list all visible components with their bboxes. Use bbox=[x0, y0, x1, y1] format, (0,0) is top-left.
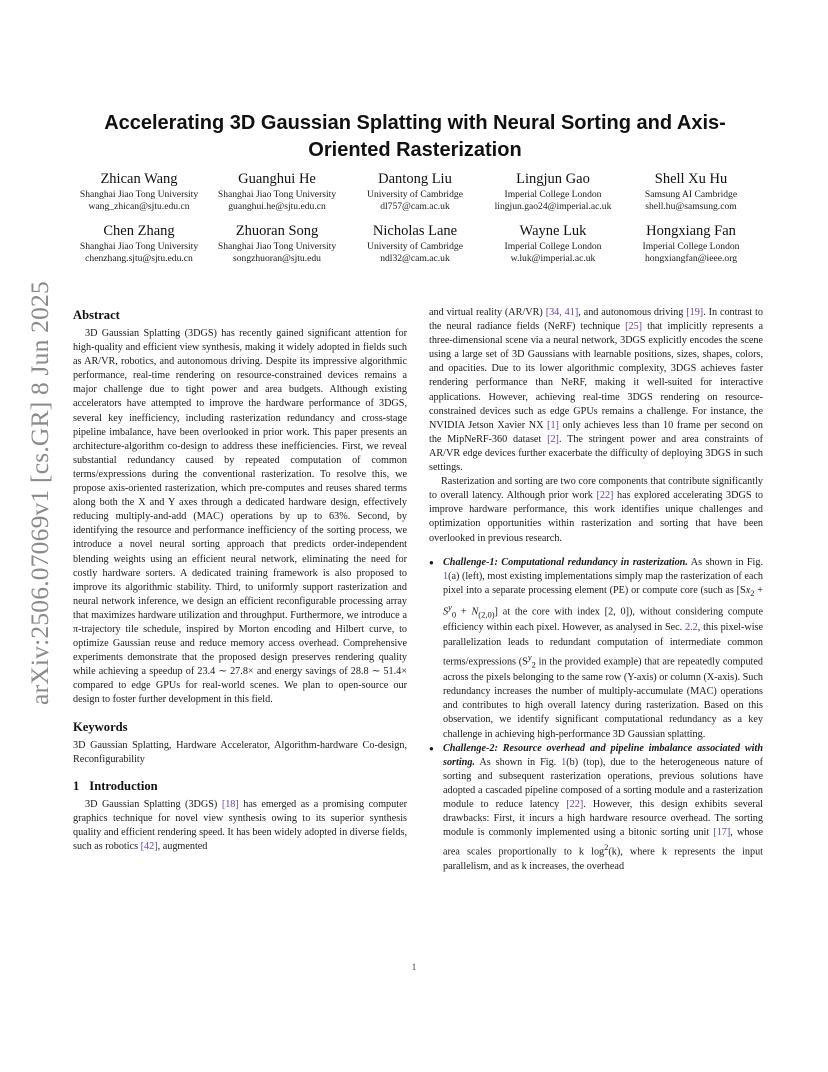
author-row-2 bbox=[70, 222, 760, 266]
author bbox=[622, 222, 760, 266]
author-name: Lingjun Gao bbox=[516, 171, 590, 187]
citation-link[interactable]: [18] bbox=[221, 798, 239, 810]
author bbox=[70, 222, 208, 266]
author-affiliation: Shanghai Jiao Tong University bbox=[79, 189, 199, 200]
author-email: w.luk@imperial.ac.uk bbox=[510, 253, 596, 265]
author-affiliation: Shanghai Jiao Tong University bbox=[217, 240, 337, 252]
intro-paragraph-cont: and virtual reality (AR/VR) [34, 41], and autonomous driving [19]. In contrast to the neural radiance fields (NeRF) technique [25] that implicitly represents a three-dimensional scene via a neural network, 3DGS explicitly encodes the scene using a large set of 3D Gaussians with learnable positions, sizes, shapes, colors, and opacities. Due to its lower algorithmic complexity, 3DGS achieves faster rendering performance than NeRF, making it well-suited for interactive applications. However, achieving real-time 3DGS rendering on resource-constrained devices such as edge GPUs remains a challenge. For instance, the NVIDIA Jetson Xavier NX [1] only achieves less than 10 frame per second on the MipNeRF-360 dataset [2]. The stringent power and area constraints of AR/VR edge devices further exacerbate the difficulty of deploying 3DGS in such settings. bbox=[429, 307, 763, 474]
section-number: 1 bbox=[73, 778, 80, 793]
author-email: ndl32@cam.ac.uk bbox=[380, 253, 450, 265]
figure-link[interactable]: 1 bbox=[443, 570, 449, 582]
figure-link[interactable]: 1 bbox=[561, 756, 567, 768]
author-email: hongxiangfan@ieee.org bbox=[644, 253, 738, 265]
author-email: dl757@cam.ac.uk bbox=[380, 201, 450, 213]
author-name: Nicholas Lane bbox=[372, 222, 458, 239]
arxiv-identifier bbox=[18, 281, 62, 705]
author-affiliation: Imperial College London bbox=[504, 189, 602, 200]
author-name: Shell Xu Hu bbox=[654, 171, 728, 187]
section-link[interactable]: 2.2 bbox=[685, 622, 698, 634]
author-email: wang_zhican@sjtu.edu.cn bbox=[88, 201, 190, 213]
author-affiliation: Imperial College London bbox=[642, 240, 740, 252]
citation-link[interactable]: [25] bbox=[625, 321, 643, 333]
author-affiliation: Imperial College London bbox=[504, 240, 602, 252]
introduction-heading bbox=[73, 777, 407, 795]
page-number: 1 bbox=[411, 962, 417, 972]
author-name: Guanghui He bbox=[238, 171, 316, 187]
intro-paragraph-2: Rasterization and sorting are two core components that contribute significantly to overall latency. Although prior work [22] has explored accelerating 3DGS to improve hardware performance, this work identifies unique challenges and optimization opportunities within rasterization and sorting that have been overlooked in previous research. bbox=[429, 476, 763, 544]
author-email: songzhuoran@sjtu.edu bbox=[233, 253, 321, 265]
author-name: Chen Zhang bbox=[103, 222, 175, 239]
author-name: Hongxiang Fan bbox=[646, 222, 736, 239]
challenge-1-lead: Challenge-1: Computational redundancy in rasterization. bbox=[443, 556, 688, 568]
citation-link[interactable]: [42] bbox=[140, 841, 158, 852]
author bbox=[346, 170, 484, 214]
challenge-2-lead: Challenge-2: Resource overhead and pipeline imbalance associated with sorting. bbox=[443, 742, 763, 768]
intro-paragraph: 3D Gaussian Splatting (3DGS) [18] has emerged as a promising computer graphics technique for novel view synthesis owing to its superior synthesis quality and efficient rendering speed. It has been widely adopted in diverse fields, such as robotics [42], augmented bbox=[73, 798, 407, 852]
paper-title: Accelerating 3D Gaussian Splatting with Neural Sorting and Axis-Oriented Rasterization bbox=[104, 112, 726, 161]
author-affiliation: University of Cambridge bbox=[367, 189, 463, 200]
author-name: Dantong Liu bbox=[378, 171, 452, 187]
section-title: Introduction bbox=[89, 778, 158, 793]
citation-link[interactable]: [22] bbox=[566, 798, 584, 810]
citation-link[interactable]: [17] bbox=[713, 827, 731, 839]
author bbox=[484, 222, 622, 266]
author-email: chenzhang.sjtu@sjtu.edu.cn bbox=[85, 253, 193, 265]
challenge-1-item: ● Challenge-1: Computational redundancy in rasterization. As shown in Fig. 1(a) (left), most existing implementations simply map the rasterization of each pixel into a separate processing element (PE) or compute core (such as $[Sx_2 + S^y_0 + N_{(2,0)}]$ at the core with index [2, 0]), without considering compute efficiency within each pixel. However, as analysed in Sec. 2.2, this pixel-wise parallelization leads to redundant computation of intermediate common terms/expressions ($S^y_2$ in the provided example) that are repeatedly computed across the pixels belonging to the same row (Y-axis) or column (X-axis). Such redundancy increases the number of multiply-accumulate (MAC) operations and contributes to high overall latency during rasterization. Based on this observation, we identify significant computational redundancy as a key challenge in achieving high-performance 3D Gaussian splatting. bbox=[429, 556, 763, 742]
left-column bbox=[73, 306, 407, 854]
author-email: lingjun.gao24@imperial.ac.uk bbox=[494, 201, 612, 213]
abstract-heading: Abstract bbox=[73, 308, 120, 322]
author-affiliation: Shanghai Jiao Tong University bbox=[79, 240, 199, 252]
right-column bbox=[429, 306, 763, 874]
author-name: Zhican Wang bbox=[100, 171, 178, 187]
author-email: shell.hu@samsung.com bbox=[645, 201, 737, 213]
challenge-2-item: ● Challenge-2: Resource overhead and pipeline imbalance associated with sorting. As shown in Fig. 1(b) (top), due to the heterogeneous nature of sorting and subsequent rasterization operations, previous solutions have adopted a cascaded pipeline composed of a sorting module and a rasterization module to reduce latency [22]. However, this design exhibits several drawbacks: First, it incurs a high hardware resource overhead. The sorting module is commonly implemented using a bitonic sorting unit [17], whose area scales proportionally to k $\log^2(k)$, where k represents the input parallelism, and as k increases, the overhead bbox=[429, 742, 763, 874]
author-block bbox=[70, 170, 760, 274]
citation-link[interactable]: [34, 41] bbox=[545, 307, 579, 318]
author bbox=[622, 170, 760, 214]
keywords-text: 3D Gaussian Splatting, Hardware Accelerator, Algorithm-hardware Co-design, Reconfigurability bbox=[73, 739, 407, 765]
author bbox=[208, 170, 346, 214]
arxiv-identifier-text: arXiv:2506.07069v1 [cs.GR] 8 Jun 2025 bbox=[25, 281, 54, 705]
author bbox=[346, 222, 484, 266]
author-affiliation: Samsung AI Cambridge bbox=[644, 189, 738, 200]
citation-link[interactable]: [2] bbox=[547, 433, 559, 445]
citation-link[interactable]: [19] bbox=[686, 307, 704, 318]
author-name: Zhuoran Song bbox=[235, 222, 319, 239]
author bbox=[484, 170, 622, 214]
author bbox=[208, 222, 346, 266]
citation-link[interactable]: [22] bbox=[596, 490, 614, 502]
abstract-text: 3D Gaussian Splatting (3DGS) has recently gained significant attention for high-quality and efficient view synthesis, making it widely adopted in fields such as AR/VR, robotics, and autonomous driving. Despite its impressive algorithmic performance, real-time rendering on resource-constrained devices remains a major challenge due to tight power and area budgets. Although existing accelerators have attempted to improve the hardware performance of 3DGS, several key inefficiency, including rasterization redundancy and cross-stage pipeline imbalance, have been overlooked in prior work. This paper presents an architecture-algorithm co-design to address these inefficiencies. First, we reveal substantial redundancy caused by repeated computation of common terms/expressions during the conventional rasterization. To resolve this, we propose axis-oriented rasterization, which pre-computes and reuses shared terms along both the X and Y axes through a dedicated hardware design, effectively reducing multiply-and-add (MAC) operations by up to 63%. Second, by identifying the resource and performance inefficiency of the sorting process, we introduce a novel neural sorting approach that predicts order-independent blending weights using an efficient neural network, eliminating the need for costly hardware sorters. A dedicated training framework is also proposed to improve its algorithmic stability. Third, to uniformly support rasterization and neural network inference, we design an efficient reconfigurable processing array that maximizes hardware utilization and throughput. Furthermore, we introduce a π-trajectory tile schedule, inspired by Morton encoding and Hilbert curve, to optimize Gaussian reuse and reduce memory access overhead. Comprehensive experiments demonstrate that the proposed design preserves rendering quality while achieving a speedup of 23.4 ∼ 27.8× and energy savings of 28.8 ∼ 51.4× compared to edge GPUs for real-world scenes. We plan to open-source our design to foster further development in this field. bbox=[73, 328, 407, 706]
author-name: Wayne Luk bbox=[519, 222, 587, 239]
citation-link[interactable]: [1] bbox=[547, 419, 559, 431]
keywords-heading: Keywords bbox=[73, 719, 128, 734]
author-email: guanghui.he@sjtu.edu.cn bbox=[228, 201, 326, 213]
author-affiliation: Shanghai Jiao Tong University bbox=[217, 189, 337, 200]
author bbox=[70, 170, 208, 214]
author-row-1 bbox=[70, 170, 760, 214]
author-affiliation: University of Cambridge bbox=[367, 240, 463, 252]
